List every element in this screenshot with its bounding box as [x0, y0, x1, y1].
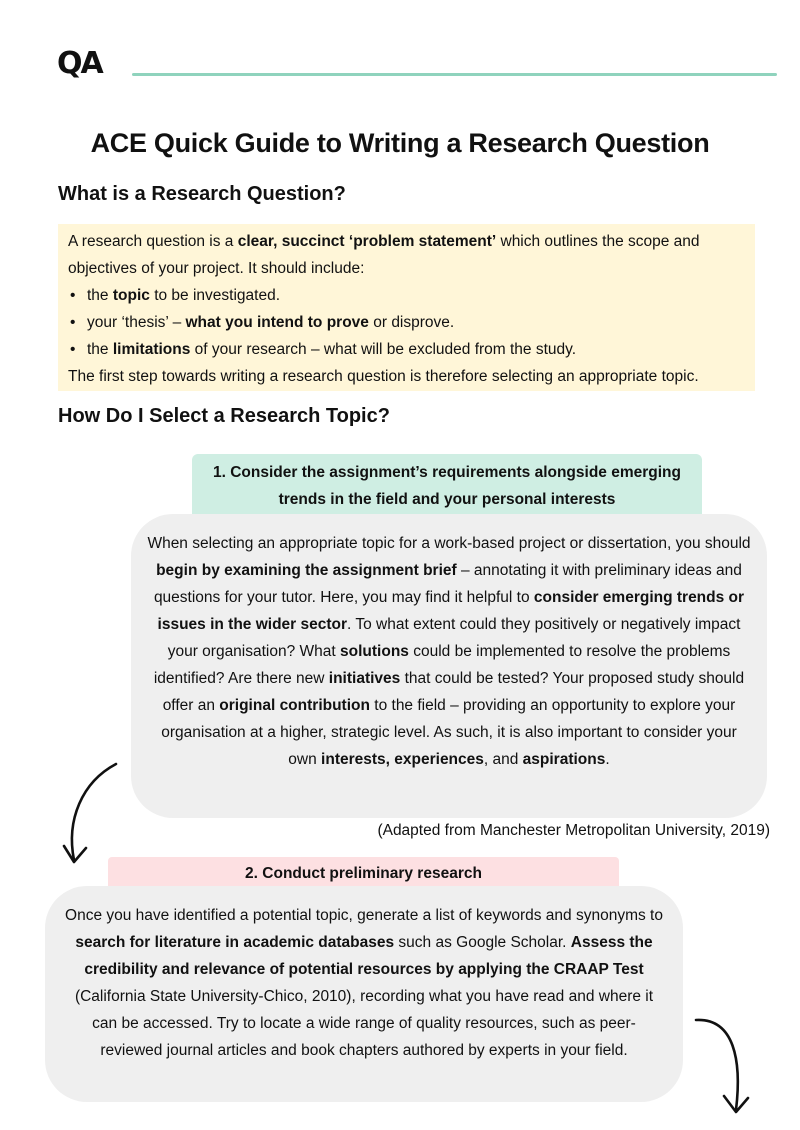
step-1-card [131, 514, 767, 818]
definition-closing: The first step towards writing a research question is therefore selecting an appropriate topic. [68, 368, 699, 385]
bullet-icon: • [70, 341, 76, 358]
step-2-card [45, 886, 683, 1102]
step-2-body: Once you have identified a potential topic, generate a list of keywords and synonyms to search for literature in academic databases such as Google Scholar. Assess the credibility and relevance of potential resources by applying the CRAAP Test (California State University-Chico, 2010), recording what you have read and where it can be accessed. Try to locate a wide range of quality resources, such as peer-reviewed journal articles and book chapters authored by experts in your field. [65, 907, 663, 1059]
section-heading-select-topic: How Do I Select a Research Topic? [58, 405, 390, 427]
criteria-list [68, 282, 745, 363]
bullet-icon: • [70, 287, 76, 304]
curved-arrow-down-icon [60, 760, 124, 870]
definition-text: A research question is a clear, succinct ‘problem statement’ which outlines the scope and objectives of your project. It should include: [68, 233, 700, 277]
section-heading-what-is: What is a Research Question? [58, 183, 346, 205]
step-1-body: When selecting an appropriate topic for a work-based project or dissertation, you should begin by examining the assignment brief – annotating it with preliminary ideas and questions for your tutor. Here, you may find it helpful to consider emerging trends or issues in the wider sector. To what extent could they positively or negatively impact your organisation? What solutions could be implemented to resolve the problems identified? Are there new initiatives that could be tested? Your proposed study should offer an original contribution to the field – providing an opportunity to explore your organisation at a higher, strategic level. As such, it is also important to consider your own interests, experiences, and aspirations. [147, 535, 751, 768]
list-item: • your ‘thesis’ – what you intend to prove or disprove. [68, 309, 745, 336]
definition-emphasis: clear, succinct ‘problem statement’ [237, 233, 497, 250]
step-2-label: 2. Conduct preliminary research [108, 857, 619, 891]
curved-arrow-down-icon [690, 1010, 760, 1120]
page-title: ACE Quick Guide to Writing a Research Question [90, 128, 710, 158]
citation: (Adapted from Manchester Metropolitan University, 2019) [377, 822, 770, 839]
qa-logo: QA [57, 46, 102, 81]
bullet-icon: • [70, 314, 76, 331]
step-1-label: 1. Consider the assignment’s requirements alongside emerging trends in the field and your personal interests [192, 454, 702, 520]
header-divider [132, 73, 777, 76]
list-item: • the topic to be investigated. [68, 282, 745, 309]
definition-box [58, 224, 755, 391]
list-item: • the limitations of your research – what will be excluded from the study. [68, 336, 745, 363]
